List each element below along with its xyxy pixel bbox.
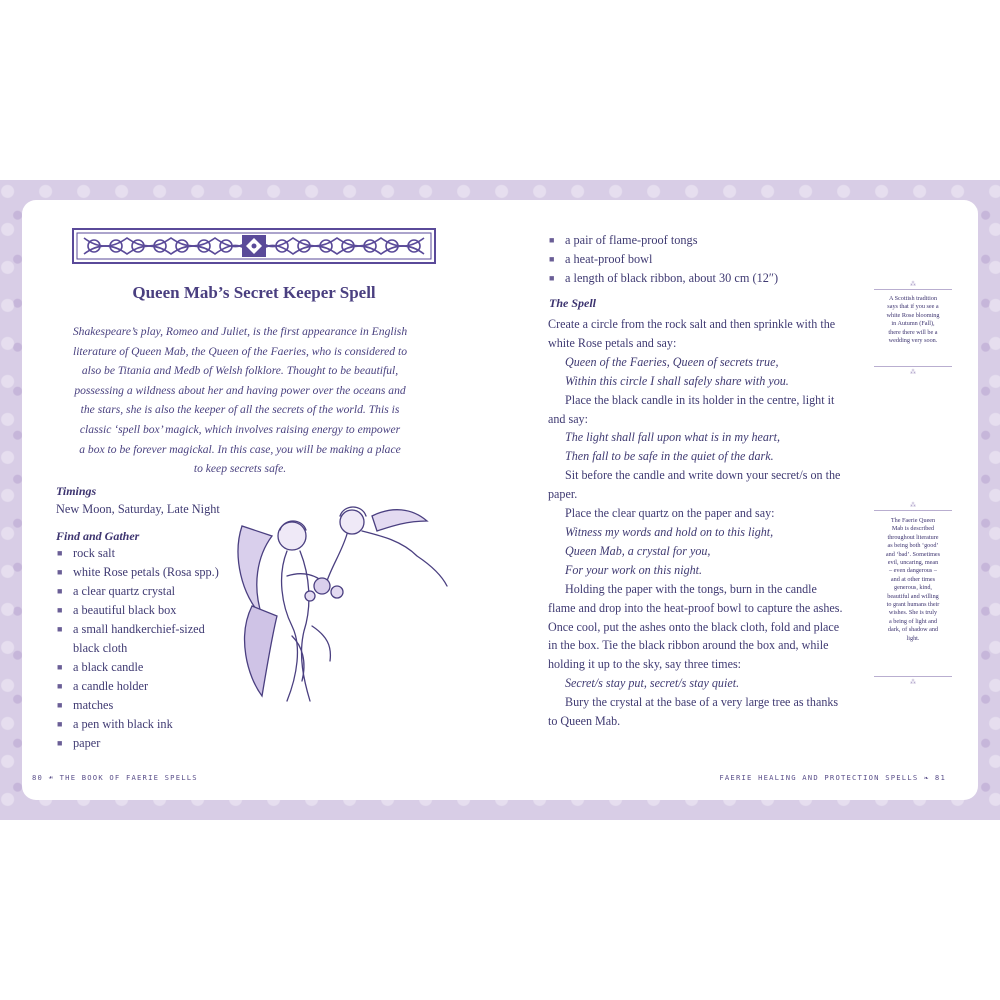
spell-line: The light shall fall upon what is in my heart, [565, 430, 781, 445]
spell-line: in the box. Tie the black ribbon around the box and, while [548, 638, 829, 653]
left-page-footer: 80 ☙ THE BOOK OF FAERIE SPELLS [32, 773, 198, 782]
spell-line: Create a circle from the rock salt and then sprinkle with the [548, 317, 836, 331]
intro-line: to keep secrets safe. [193, 462, 287, 476]
right-page-footer: FAERIE HEALING AND PROTECTION SPELLS ❧ 81 [719, 773, 946, 782]
bullet-icon: ■ [57, 586, 63, 596]
side-note-line: throughout literature [887, 533, 939, 541]
side-note-line: A Scottish tradition [888, 295, 938, 302]
bullet-icon: ■ [549, 273, 555, 283]
list-item: ■ rock salt [57, 544, 219, 563]
spell-line: flame and drop into the heat-proof bowl to capture the ashes. [548, 600, 843, 615]
bullet-icon: ■ [549, 235, 555, 245]
spell-line: Place the black candle in its holder in the centre, light it [565, 392, 835, 407]
spell-line: and say: [548, 411, 588, 426]
spell-line: Once cool, put the ashes onto the black cloth, fold and place [548, 619, 840, 634]
intro-line: also be Titania and Medb of Welsh folklore. Thought to be beautiful, [81, 364, 399, 378]
side-note-line: evil, uncaring, mean [887, 559, 939, 567]
gather-list [57, 544, 219, 753]
spell-line: Witness my words and hold on to this light, [565, 524, 774, 539]
spell-line: Queen of the Faeries, Queen of secrets true, [565, 354, 779, 369]
spell-heading: The Spell [549, 296, 596, 310]
side-rule [874, 289, 952, 290]
spell-line: Then fall to be safe in the quiet of the dark. [565, 449, 774, 464]
spell-line: to Queen Mab. [548, 714, 621, 729]
bullet-icon: ■ [57, 567, 63, 577]
list-item: ■ a black candle [57, 658, 219, 677]
list-item: ■ matches [57, 696, 219, 715]
side-note-ornament: ⁂ [910, 502, 916, 509]
spell-title: Queen Mab’s Secret Keeper Spell [132, 283, 376, 302]
spell-line: Sit before the candle and write down your secret/s on the [565, 468, 841, 483]
list-item: ■ white Rose petals (Rosa spp.) [57, 563, 219, 582]
list-item: ■ a length of black ribbon, about 30 cm (12″) [549, 269, 778, 288]
side-note-line: and at other times [890, 575, 936, 583]
side-note-line: there there will be a [888, 328, 938, 336]
side-note-line: a being of light and [888, 617, 938, 625]
list-item: ■ a heat-proof bowl [549, 250, 778, 269]
bullet-icon: ■ [57, 738, 63, 748]
spell-line: Holding the paper with the tongs, burn in the candle [565, 581, 817, 596]
bullet-icon: ■ [57, 662, 63, 672]
side-note-line: beautiful and willing [887, 592, 939, 600]
side-rule [874, 510, 952, 511]
intro-line: classic ‘spell box’ magick, which involves raising energy to empower [79, 422, 401, 436]
side-rule [874, 366, 952, 367]
fairy-illustration [232, 496, 454, 710]
side-note-line: wedding very soon. [888, 337, 938, 345]
spell-line: Place the clear quartz on the paper and say: [565, 506, 775, 521]
side-note-line: light. [906, 634, 920, 642]
side-note-line: in Autumn (Fall), [891, 320, 935, 328]
spell-line: Within this circle I shall safely share with you. [565, 373, 789, 388]
gather-heading: Find and Gather [56, 529, 140, 543]
bullet-icon: ■ [57, 624, 63, 634]
spell-line: Bury the crystal at the base of a very large tree as thanks [565, 695, 839, 710]
side-note-ornament: ⁂ [910, 679, 916, 686]
bullet-icon: ■ [57, 681, 63, 691]
bullet-icon: ■ [57, 700, 63, 710]
side-note-line: says that if you see a [887, 303, 939, 311]
ornamental-band [72, 226, 436, 266]
intro-line: a box to be forever magickal. In this case, you will be making a place [79, 442, 401, 456]
side-note-line: generous, kind, [894, 584, 932, 592]
side-note-ornament: ⁂ [910, 281, 916, 288]
spell-line: Queen Mab, a crystal for you, [565, 543, 711, 558]
gather-list-continued [549, 231, 778, 288]
list-item: ■ a candle holder [57, 677, 219, 696]
spell-line: holding it up to the sky, say three times: [548, 657, 742, 672]
side-note-line: Mab is described [891, 525, 935, 533]
spell-line: Secret/s stay put, secret/s stay quiet. [565, 676, 740, 691]
intro-paragraph [56, 322, 424, 479]
intro-line: literature of Queen Mab, the Queen of the Faeries, who is considered to [72, 344, 407, 358]
side-note-1 [874, 295, 952, 345]
timings-text: New Moon, Saturday, Late Night [56, 502, 220, 516]
spell-line: paper. [548, 487, 578, 502]
side-note-line: to grant humans their [886, 601, 940, 609]
bullet-icon: ■ [57, 548, 63, 558]
side-note-2 [874, 517, 952, 643]
side-note-line: as being both ‘good’ [887, 542, 939, 550]
spell-instructions [548, 315, 868, 731]
spell-line: For your work on this night. [565, 562, 703, 577]
spell-line: white Rose petals and say: [548, 335, 677, 350]
intro-line: possessing a wildness about her and having power over the oceans and [74, 383, 406, 397]
bullet-icon: ■ [57, 719, 63, 729]
list-item: ■ a beautiful black box [57, 601, 219, 620]
list-item: ■ a clear quartz crystal [57, 582, 219, 601]
side-rule [874, 676, 952, 677]
bullet-icon: ■ [57, 605, 63, 615]
intro-line: the stars, she is also the keeper of all the secrets of the world. This is [80, 403, 400, 417]
list-item: ■ a pair of flame-proof tongs [549, 231, 778, 250]
list-item: ■ paper [57, 734, 219, 753]
side-note-line: dark, of shadow and [887, 626, 939, 634]
list-item: ■ a pen with black ink [57, 715, 219, 734]
side-note-line: – even dangerous – [889, 567, 937, 575]
side-note-line: The Faerie Queen [890, 517, 936, 524]
timings-heading: Timings [56, 484, 97, 498]
list-item-continued: black cloth [73, 641, 128, 655]
side-note-line: and ‘bad’. Sometimes [885, 550, 941, 558]
side-note-ornament: ⁂ [910, 369, 916, 376]
side-note-line: white Rose blooming [886, 311, 940, 319]
bullet-icon: ■ [549, 254, 555, 264]
side-note-line: wishes. She is truly [888, 609, 938, 617]
list-item: ■ a small handkerchief-sized [57, 620, 219, 639]
intro-line: Shakespeare’s play, Romeo and Juliet, is the first appearance in English [72, 325, 408, 338]
